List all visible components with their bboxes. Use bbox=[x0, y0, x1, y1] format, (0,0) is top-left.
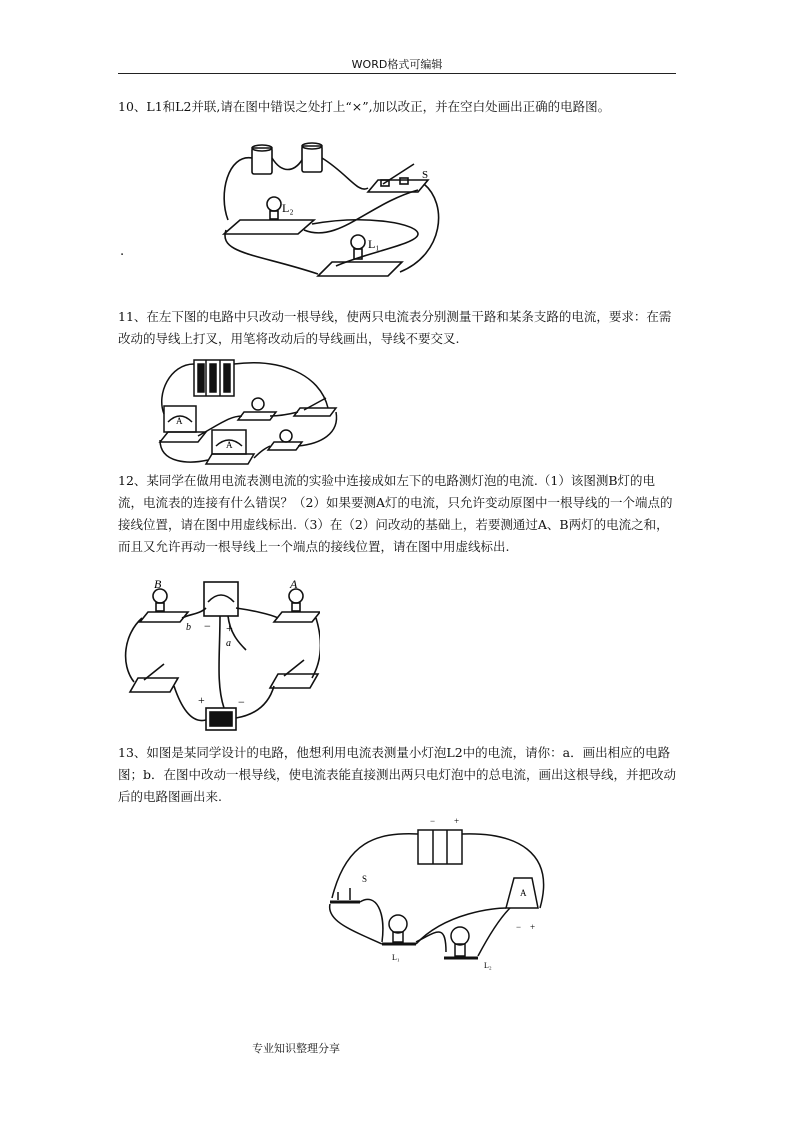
ammeter-1-base bbox=[160, 432, 206, 442]
label-l1: L₁ bbox=[368, 237, 380, 251]
lamp-base-l1 bbox=[318, 262, 402, 276]
circuit-figure-13 bbox=[326, 812, 556, 972]
lamp-base-a bbox=[274, 612, 320, 622]
label-ammeter: A bbox=[520, 888, 527, 898]
question-10: 10、L1和L2并联,请在图中错误之处打上“×”,加以改正，并在空白处画出正确的电路图。 bbox=[118, 99, 611, 114]
bulb-l2 bbox=[267, 197, 281, 211]
label-ammeter-2: A bbox=[226, 440, 233, 450]
bulb-center bbox=[252, 398, 264, 410]
lamp-base-b bbox=[140, 612, 188, 622]
switch-base bbox=[368, 180, 428, 192]
label-l2: L₂ bbox=[484, 961, 492, 970]
circuit-figure-11 bbox=[150, 354, 350, 468]
label-wire-a: a bbox=[226, 638, 231, 649]
bulb-l1 bbox=[389, 915, 407, 933]
battery-cell-2 bbox=[302, 146, 322, 172]
label-minus-1: − bbox=[204, 619, 211, 633]
label-plus-1: + bbox=[226, 621, 233, 635]
page-header: WORD格式可编辑 bbox=[118, 56, 676, 74]
label-l2: L₂ bbox=[282, 201, 294, 215]
bulb-a bbox=[289, 589, 303, 603]
label-minus-2: − bbox=[238, 695, 245, 709]
question-13: 13、如图是某同学设计的电路，他想利用电流表测量小灯泡L2中的电流，请你：a．画出相应的电路图；b．在图中改动一根导线，使电流表能直接测出两只电灯泡中的总电流，画出这根导线，并把改动后的电路图画出来. bbox=[118, 745, 677, 804]
label-battery-minus: − bbox=[430, 816, 436, 826]
bulb-l2 bbox=[451, 927, 469, 945]
stray-dot: . bbox=[120, 244, 125, 259]
bulb-lower bbox=[280, 430, 292, 442]
ammeter-2-base bbox=[206, 454, 254, 464]
circuit-figure-12 bbox=[120, 574, 320, 736]
lamp-base-l2 bbox=[224, 220, 314, 234]
switch-right bbox=[270, 674, 318, 688]
question-11: 11、在左下图的电路中只改动一根导线，使两只电流表分别测量干路和某条支路的电流，要求：在需改动的导线上打叉，用笔将改动后的导线画出，导线不要交叉. bbox=[118, 309, 672, 346]
question-12: 12、某同学在做用电流表测电流的实验中连接成如左下的电路测灯泡的电流.（1）该图测B灯的电流，电流表的连接有什么错误？（2）如果要测A灯的电流，只允许变动原图中一根导线的一个端点的接线位置，请在图中用虚线标出.（3）在（2）问改动的基础上，若要测通过A、B两灯的电流之和，而且又允许再动一根导线上一个端点的接线位置，请在图中用虚线标出. bbox=[118, 473, 673, 554]
label-s: S bbox=[362, 874, 368, 884]
label-b: B bbox=[154, 577, 162, 591]
switch-right bbox=[294, 408, 336, 416]
label-ammeter-plus: + bbox=[530, 922, 536, 932]
label-plus-2: + bbox=[198, 693, 205, 707]
label-a: A bbox=[290, 577, 298, 591]
switch-left bbox=[130, 678, 178, 692]
battery-cell-1 bbox=[252, 148, 272, 174]
page-footer: 专业知识整理分享 bbox=[252, 1042, 340, 1055]
bulb-l1 bbox=[351, 235, 365, 249]
label-battery-plus: + bbox=[454, 816, 460, 826]
label-ammeter-1: A bbox=[176, 416, 183, 426]
circuit-figure-10 bbox=[218, 134, 448, 294]
battery-pack bbox=[418, 830, 462, 864]
label-s: S bbox=[422, 169, 429, 181]
bulb-b bbox=[153, 589, 167, 603]
ammeter bbox=[204, 582, 238, 616]
label-wire-b: b bbox=[186, 622, 191, 633]
label-ammeter-minus: − bbox=[516, 922, 522, 932]
label-l1: L₁ bbox=[392, 953, 400, 962]
